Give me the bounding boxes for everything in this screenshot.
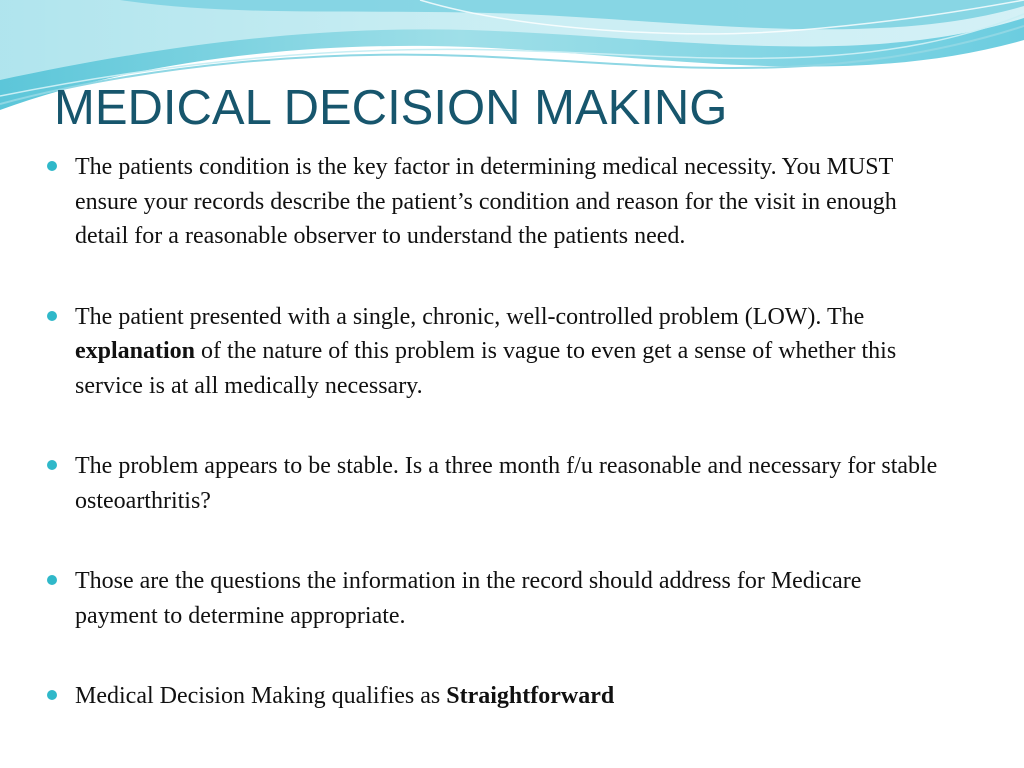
bullet-dot-icon xyxy=(47,311,57,321)
bullet-bold-text: explanation xyxy=(75,338,196,364)
bullet-text: The patient presented with a single, chronic, well-controlled problem (LOW). The xyxy=(75,303,865,330)
bullet-list xyxy=(42,150,942,714)
bullet-text: Those are the questions the information in the record should address for Medicare payment to determine appropriate. xyxy=(75,568,862,629)
bullet-dot-icon xyxy=(47,460,57,470)
bullet-dot-icon xyxy=(47,690,57,700)
bullet-dot-icon xyxy=(47,161,57,171)
bullet-item xyxy=(42,150,942,254)
bullet-item xyxy=(42,300,942,404)
bullet-text: of the nature of this problem is vague to even get a sense of whether this service is at all medically necessary. xyxy=(75,338,897,399)
bullet-item xyxy=(42,679,942,714)
slide-title: MEDICAL DECISION MAKING xyxy=(54,81,728,135)
bullet-text: The patients condition is the key factor in determining medical necessity. You MUST ensure your records describe the patient’s condition and reason for the visit in enough detail for a reasonable observer to understand the patients need. xyxy=(75,154,897,249)
bullet-dot-icon xyxy=(47,575,57,585)
bullet-item xyxy=(42,564,942,633)
bullet-text: Medical Decision Making qualifies as xyxy=(75,683,447,709)
bullet-item xyxy=(42,449,942,518)
bullet-bold-text: Straightforward xyxy=(446,683,615,709)
bullet-text: The problem appears to be stable. Is a three month f/u reasonable and necessary for stable osteoarthritis? xyxy=(75,453,938,514)
